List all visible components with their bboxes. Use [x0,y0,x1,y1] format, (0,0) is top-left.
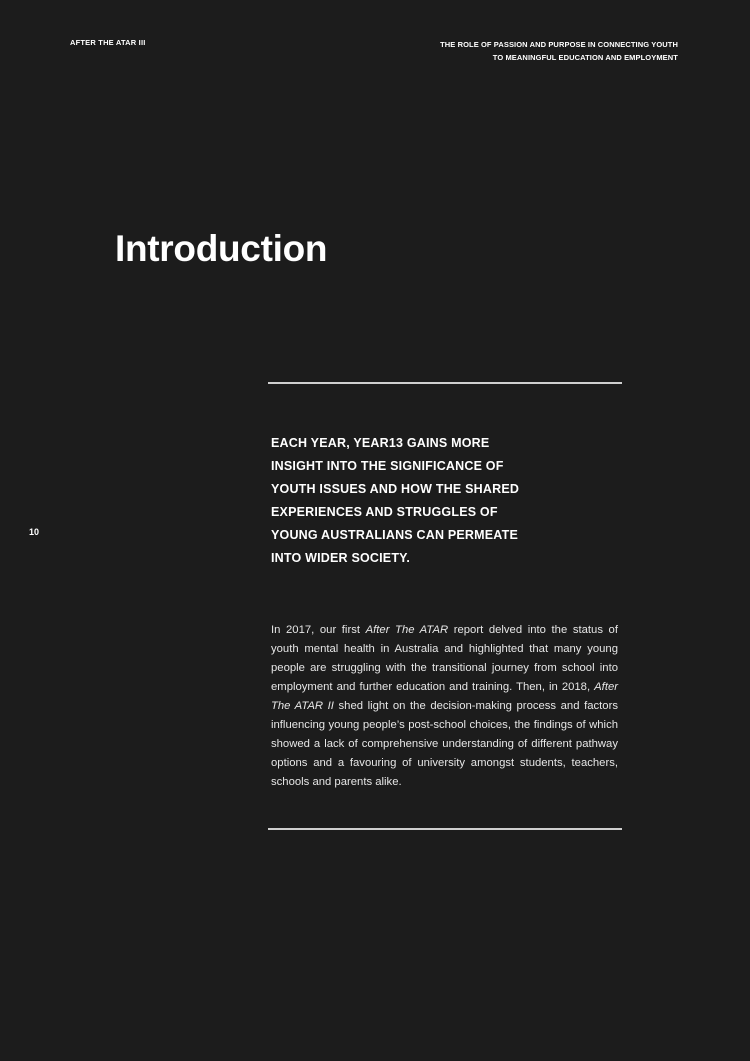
page-number: 10 [29,527,40,537]
lead-line: INSIGHT INTO THE SIGNIFICANCE OF [271,459,504,473]
running-header-line: TO MEANINGFUL EDUCATION AND EMPLOYMENT [492,53,678,62]
lead-line: YOUTH ISSUES AND HOW THE SHARED [271,482,520,496]
lead-line: EXPERIENCES AND STRUGGLES OF [271,505,498,519]
divider-top [268,382,622,384]
divider-bottom [268,828,622,830]
body-text: In 2017, our first [271,624,366,637]
running-header-line: THE ROLE OF PASSION AND PURPOSE IN CONNECTING YOUTH [440,40,678,49]
lead-line: EACH YEAR, YEAR13 GAINS MORE [271,436,490,450]
lead-line: YOUNG AUSTRALIANS CAN PERMEATE [271,528,518,542]
page-title: Introduction [115,228,328,269]
report-title: After The ATAR [365,624,449,637]
running-header-right [440,38,678,64]
report-title: After The ATAR II [271,681,618,713]
body-text: report delved into the status of youth mental health in Australia and highlighted that many young people are struggling with the transitional journey from school into employment and further education and training. Then, in 2018, [271,624,618,694]
body-text: shed light on the decision-making process and factors influencing young people’s post-school choices, the findings of which showed a lack of comprehensive understanding of different pathway options and a favouring of university amongst students, teachers, schools and parents alike. [271,700,618,789]
lead-statement [271,432,519,570]
lead-line: INTO WIDER SOCIETY. [271,551,410,565]
body-paragraph [271,621,618,792]
running-header-left: AFTER THE ATAR III [70,38,146,47]
